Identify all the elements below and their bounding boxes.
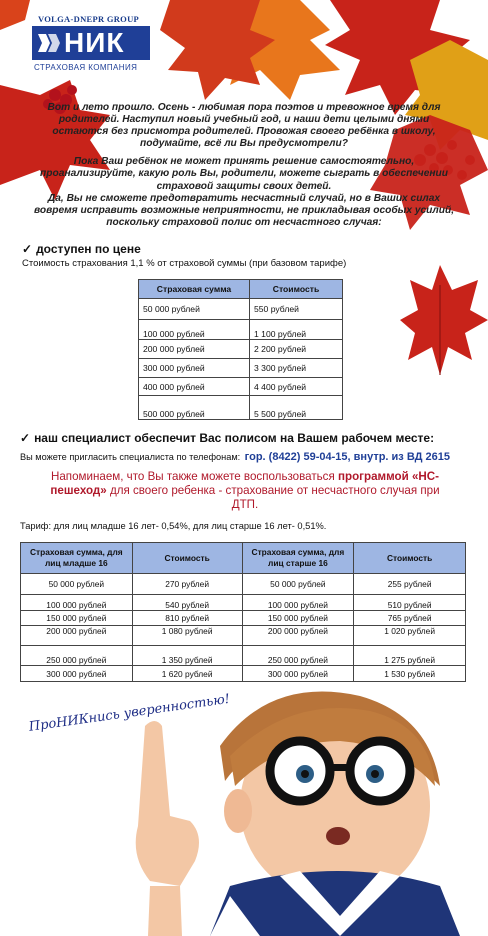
table-cell: 50 000 рублей [139,299,250,320]
table-header: Стоимость [132,543,242,574]
maple-leaf-icon [0,0,30,30]
intro-paragraph: Пока Ваш ребёнок не может принять решение самостоятельно, проанализируйте, какую роль Вы, родители, можете сыграть в обеспечении страховой защиты своих детей. [40,156,448,192]
table-cell: 50 000 рублей [242,574,354,595]
section-heading-text: наш специалист обеспечит Вас полисом на Вашем рабочем месте: [34,431,435,445]
table-cell: 500 000 рублей [139,396,250,420]
table-header: Страховая сумма, для лиц младше 16 [21,543,133,574]
table-header: Стоимость [354,543,466,574]
table-cell: 255 рублей [354,574,466,595]
table-cell: 1 020 рублей [354,626,466,646]
table-cell: 100 000 рублей [139,320,250,340]
table-cell: 270 рублей [132,574,242,595]
table-cell: 300 000 рублей [139,359,250,378]
table-cell: 300 000 рублей [21,666,133,682]
price-table-pedestrian [20,542,466,682]
table-cell: 100 000 рублей [242,595,354,611]
table-cell: 150 000 рублей [21,611,133,626]
intro-paragraph: Вот и лето прошло. Осень - любимая пора поэтов и тревожное время для родителей. Наступил новый учебный год, и наши дети целыми днями остаются без присмотра родителей. Провожая своего ребёнка в школу, подумайте, всё ли Вы предусмотрели? [47,102,441,150]
table-cell: 2 200 рублей [250,340,343,359]
reminder-part: для своего ребенка - страхование от несчастного случая при ДТП. [109,484,440,511]
contact-line [20,447,480,465]
table-cell: 200 000 рублей [242,626,354,646]
section-heading-text: доступен по цене [36,242,141,256]
table-cell: 250 000 рублей [21,646,133,666]
table-cell: 100 000 рублей [21,595,133,611]
table-cell: 150 000 рублей [242,611,354,626]
table-cell: 50 000 рублей [21,574,133,595]
section-text: Стоимость страхования 1,1 % от страховой суммы (при базовом тарифе) [22,258,347,269]
table-cell: 250 000 рублей [242,646,354,666]
table-header: Страховая сумма [139,280,250,299]
table-cell: 300 000 рублей [242,666,354,682]
checkmark-icon: ✓ [20,431,31,445]
tariff-text: Тариф: для лиц младше 16 лет- 0,54%, для лиц старше 16 лет- 0,51%. [20,521,327,531]
boy-with-glasses-illustration [110,686,488,936]
maple-leaf-icon [400,265,488,375]
slogan-text: ПроНИКнись уверенностью! [28,691,231,735]
table-cell: 1 350 рублей [132,646,242,666]
logo-mark-icon [36,30,60,56]
table-cell: 540 рублей [132,595,242,611]
intro-text [30,102,458,235]
logo-name: НИК [64,27,125,58]
section-heading [20,431,480,445]
table-cell: 1 530 рублей [354,666,466,682]
section-specialist [20,431,480,465]
intro-paragraph: Да, Вы не сможете предотвратить несчастный случай, но в Ваших силах вовремя исправить возможные неприятности, не прикладывая особых усилий, поскольку страховой полис от несчастного случая: [33,192,455,228]
table-cell: 510 рублей [354,595,466,611]
table-cell: 4 400 рублей [250,378,343,396]
company-logo [30,14,150,74]
table-cell: 810 рублей [132,611,242,626]
table-cell: 200 000 рублей [21,626,133,646]
table-cell: 1 620 рублей [132,666,242,682]
table-cell: 550 рублей [250,299,343,320]
phone-number[interactable]: гор. (8422) 59-04-15, внутр. из ВД 2615 [244,451,450,463]
table-cell: 5 500 рублей [250,396,343,420]
logo-group-text: VOLGA-DNEPR GROUP [38,14,140,24]
reminder-text [40,470,450,512]
checkmark-icon: ✓ [22,242,33,256]
table-cell: 1 100 рублей [250,320,343,340]
section-affordable [22,242,346,269]
table-header: Страховая сумма, для лиц старше 16 [242,543,354,574]
table-cell: 1 080 рублей [132,626,242,646]
section-heading [22,242,346,256]
table-header: Стоимость [250,280,343,299]
table-cell: 3 300 рублей [250,359,343,378]
program-name: программой «НС-пешеход» [50,470,440,497]
price-table-basic [138,279,343,420]
contact-text: Вы можете пригласить специалиста по телефонам: [20,452,241,462]
logo-subtitle: СТРАХОВАЯ КОМПАНИЯ [34,63,138,72]
table-cell: 1 275 рублей [354,646,466,666]
table-cell: 200 000 рублей [139,340,250,359]
table-cell: 765 рублей [354,611,466,626]
reminder-part: Напоминаем, что Вы также можете воспользоваться [50,470,335,483]
table-cell: 400 000 рублей [139,378,250,396]
